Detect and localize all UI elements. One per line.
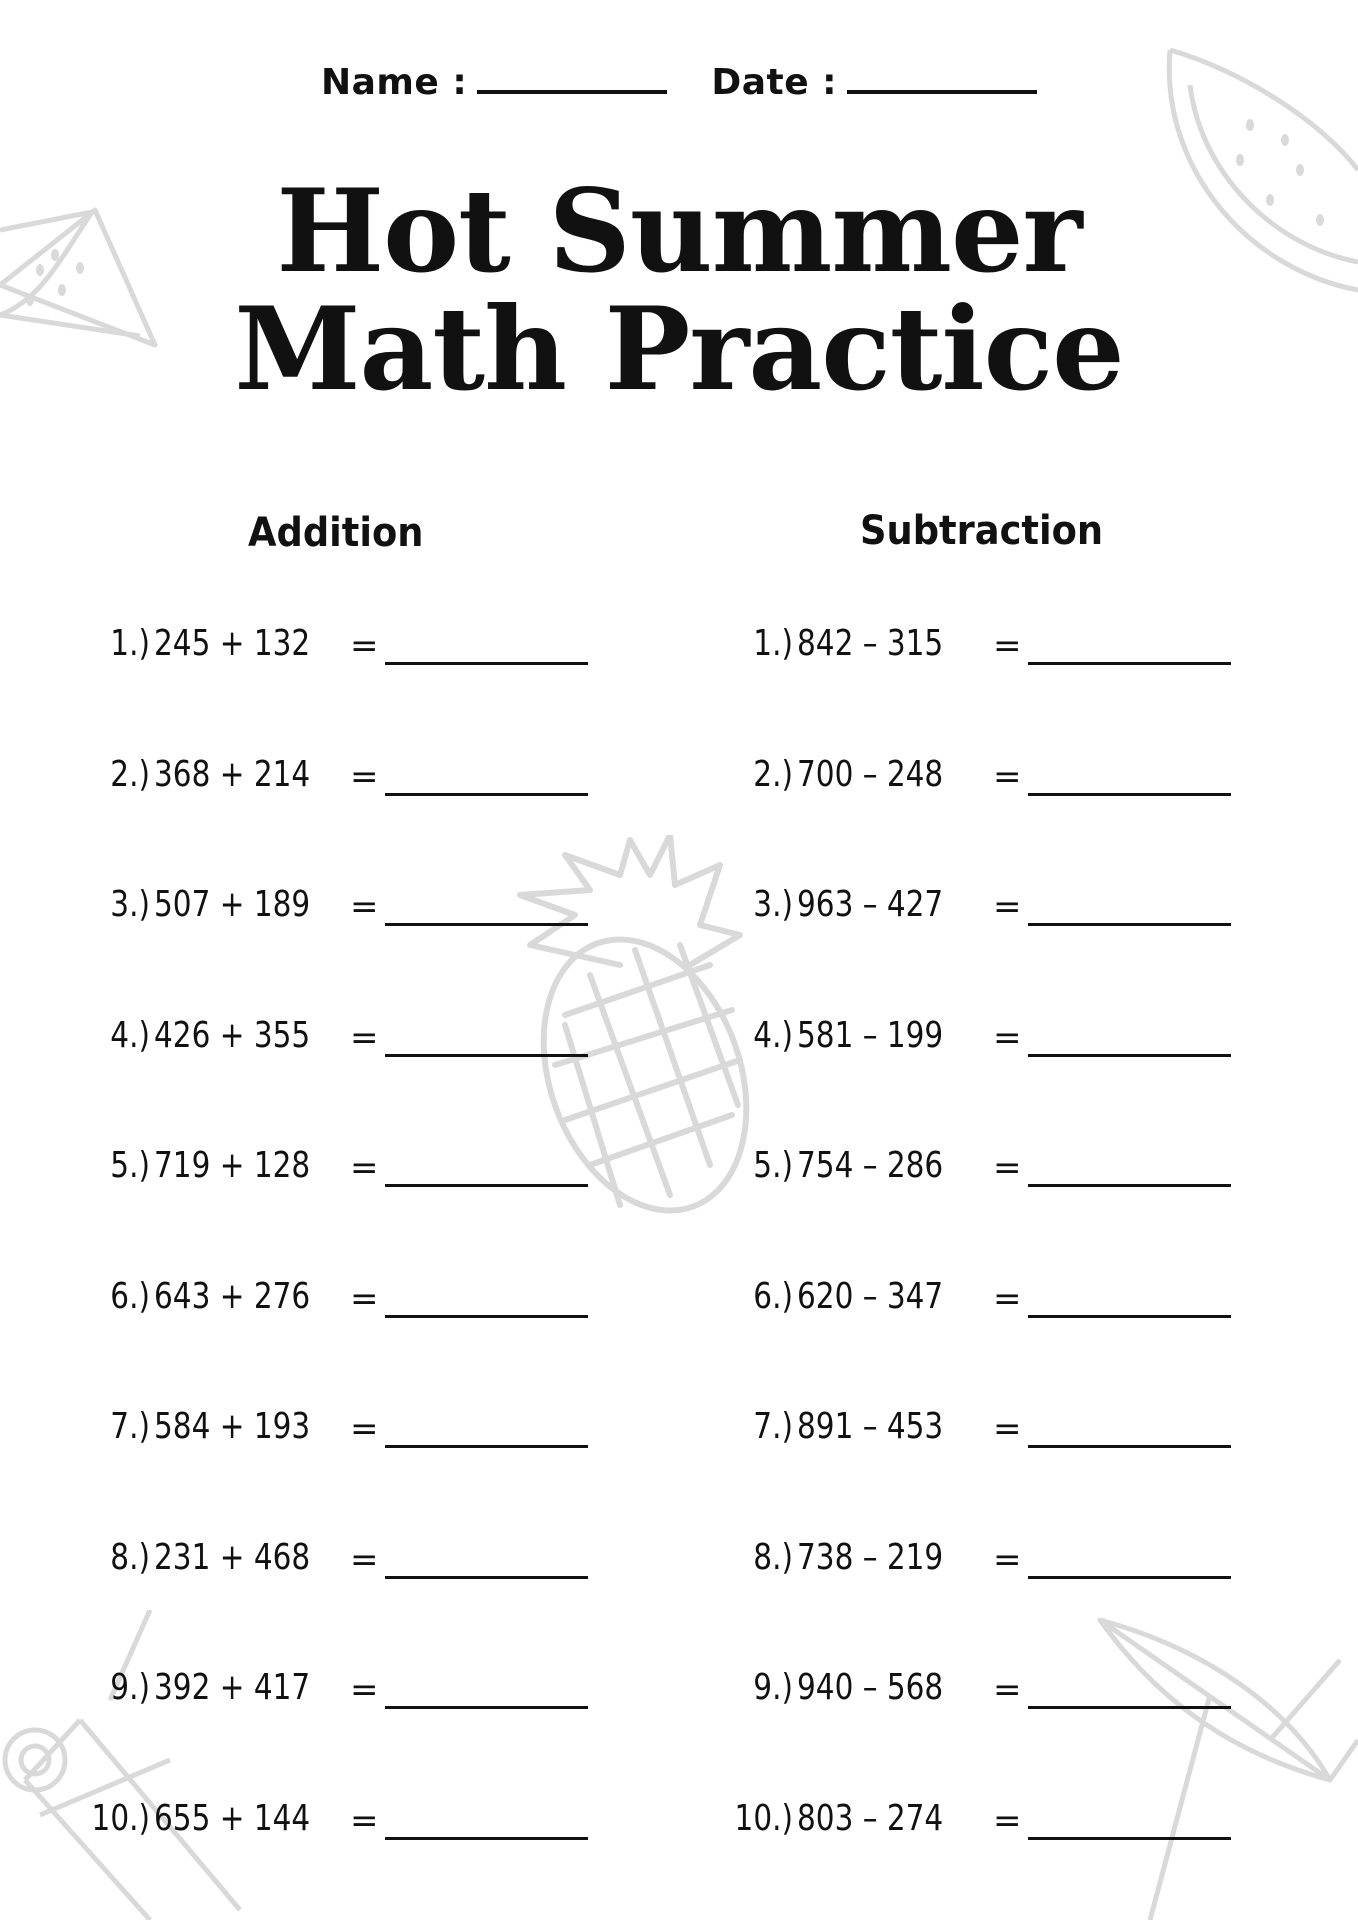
equals-sign: =	[350, 1670, 379, 1710]
equals-sign: =	[993, 1409, 1022, 1449]
addition-problem-number: 8.)	[110, 1536, 150, 1578]
subtraction-problem-expression: 803 – 274	[797, 1797, 944, 1839]
equals-sign: =	[993, 1278, 1022, 1319]
name-date-header	[0, 60, 1358, 103]
subtraction-problem-number: 5.)	[753, 1145, 793, 1186]
subtraction-answer-blank[interactable]	[1028, 1576, 1231, 1579]
addition-problem-expression: 426 + 355	[154, 1014, 311, 1056]
addition-problem-number: 9.)	[110, 1667, 150, 1708]
addition-answer-blank[interactable]	[385, 1576, 588, 1579]
subtraction-problem-expression: 891 – 453	[797, 1406, 944, 1447]
equals-sign: =	[350, 1148, 379, 1188]
equals-sign: =	[350, 1800, 379, 1841]
beach-umbrella-icon	[1090, 1600, 1358, 1920]
equals-sign: =	[350, 1017, 379, 1058]
subtraction-problem-expression: 754 – 286	[797, 1145, 944, 1186]
equals-sign: =	[350, 887, 379, 927]
equals-sign: =	[993, 1670, 1022, 1710]
equals-sign: =	[993, 756, 1022, 797]
equals-sign: =	[993, 1539, 1022, 1580]
equals-sign: =	[350, 756, 379, 797]
name-label: Name :	[320, 62, 468, 103]
subtraction-answer-blank[interactable]	[1028, 1315, 1231, 1318]
addition-problem-number: 4.)	[110, 1014, 150, 1056]
equals-sign: =	[350, 1278, 379, 1319]
addition-problem-expression: 231 + 468	[154, 1536, 311, 1578]
subtraction-answer-blank[interactable]	[1028, 793, 1231, 796]
subtraction-problem-number: 7.)	[753, 1406, 793, 1447]
addition-problem-number: 6.)	[110, 1275, 150, 1317]
addition-answer-blank[interactable]	[385, 1184, 588, 1187]
subtraction-answer-blank[interactable]	[1028, 923, 1231, 926]
addition-answer-blank[interactable]	[385, 662, 588, 665]
subtraction-problem-number: 1.)	[753, 623, 793, 664]
subtraction-problem-expression: 738 – 219	[797, 1536, 944, 1578]
subtraction-answer-blank[interactable]	[1028, 1837, 1231, 1840]
subtraction-problem-expression: 842 – 315	[797, 623, 944, 664]
addition-problem-number: 10.)	[91, 1797, 150, 1839]
subtraction-heading: Subtraction	[860, 508, 1104, 554]
equals-sign: =	[350, 626, 379, 666]
subtraction-problem-number: 9.)	[753, 1667, 793, 1708]
subtraction-answer-blank[interactable]	[1028, 662, 1231, 665]
date-label: Date :	[711, 62, 838, 103]
equals-sign: =	[993, 1800, 1022, 1841]
subtraction-answer-blank[interactable]	[1028, 1445, 1231, 1448]
subtraction-problem-expression: 581 – 199	[797, 1014, 944, 1056]
addition-problem-number: 1.)	[110, 623, 150, 664]
addition-problem-expression: 643 + 276	[154, 1275, 311, 1317]
equals-sign: =	[993, 1148, 1022, 1188]
subtraction-problem-expression: 700 – 248	[797, 753, 944, 795]
page-title	[0, 164, 1358, 416]
addition-answer-blank[interactable]	[385, 793, 588, 796]
subtraction-answer-blank[interactable]	[1028, 1054, 1231, 1057]
addition-answer-blank[interactable]	[385, 1445, 588, 1448]
equals-sign: =	[350, 1539, 379, 1580]
addition-problem-expression: 245 + 132	[154, 623, 311, 664]
addition-problem-expression: 584 + 193	[154, 1406, 311, 1447]
addition-answer-blank[interactable]	[385, 1837, 588, 1840]
addition-answer-blank[interactable]	[385, 923, 588, 926]
addition-answer-blank[interactable]	[385, 1706, 588, 1709]
subtraction-problem-number: 10.)	[734, 1797, 793, 1839]
subtraction-problem-expression: 620 – 347	[797, 1275, 944, 1317]
subtraction-problem-number: 2.)	[753, 753, 793, 795]
equals-sign: =	[993, 887, 1022, 927]
addition-problem-expression: 719 + 128	[154, 1145, 311, 1186]
drink-glass-icon	[0, 1610, 260, 1920]
addition-problem-number: 3.)	[110, 884, 150, 925]
subtraction-answer-blank[interactable]	[1028, 1184, 1231, 1187]
title-line-2: Math Practice	[234, 282, 1124, 416]
addition-problem-expression: 368 + 214	[154, 753, 311, 795]
title-line-1: Hot Summer	[276, 164, 1082, 298]
subtraction-problem-expression: 963 – 427	[797, 884, 944, 925]
subtraction-problem-expression: 940 – 568	[797, 1667, 944, 1708]
addition-problem-expression: 655 + 144	[154, 1797, 311, 1839]
subtraction-answer-blank[interactable]	[1028, 1706, 1231, 1709]
addition-problem-expression: 392 + 417	[154, 1667, 311, 1708]
name-field[interactable]	[477, 60, 667, 94]
addition-answer-blank[interactable]	[385, 1054, 588, 1057]
date-field[interactable]	[847, 60, 1037, 94]
equals-sign: =	[993, 1017, 1022, 1058]
addition-problem-number: 2.)	[110, 753, 150, 795]
addition-problem-number: 5.)	[110, 1145, 150, 1186]
equals-sign: =	[993, 626, 1022, 666]
subtraction-problem-number: 3.)	[753, 884, 793, 925]
subtraction-problem-number: 4.)	[753, 1014, 793, 1056]
addition-problem-number: 7.)	[110, 1406, 150, 1447]
addition-answer-blank[interactable]	[385, 1315, 588, 1318]
subtraction-problem-number: 6.)	[753, 1275, 793, 1317]
subtraction-problem-number: 8.)	[753, 1536, 793, 1578]
equals-sign: =	[350, 1409, 379, 1449]
addition-heading: Addition	[248, 510, 424, 556]
addition-problem-expression: 507 + 189	[154, 884, 311, 925]
